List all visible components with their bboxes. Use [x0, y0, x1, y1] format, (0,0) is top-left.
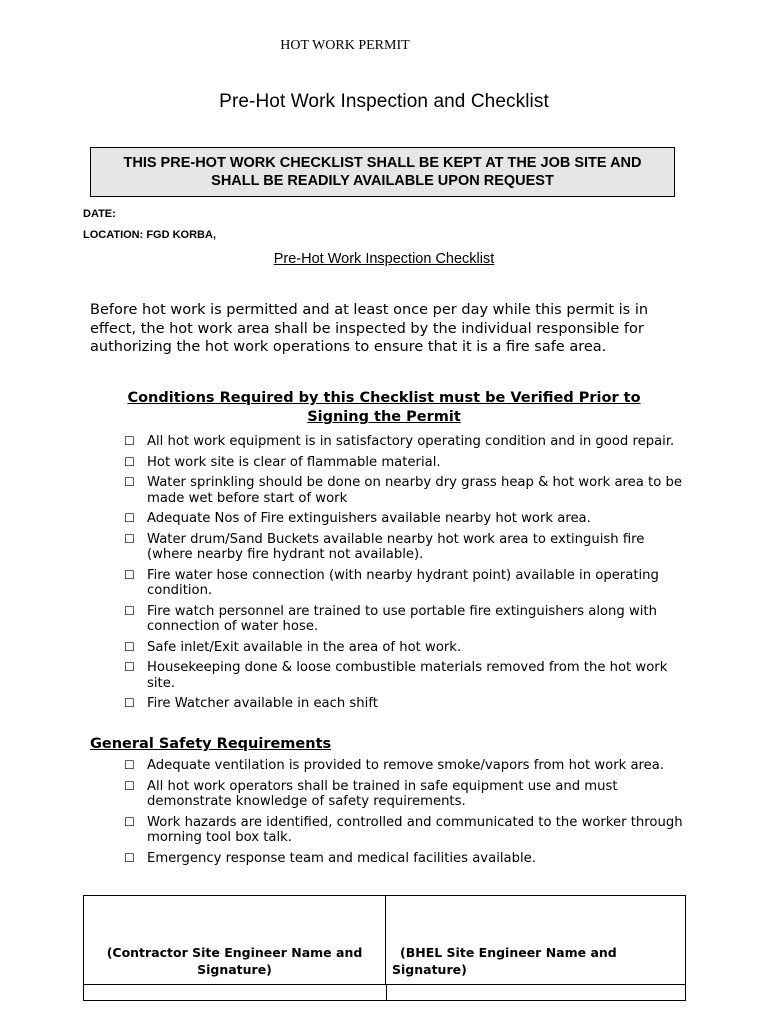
list-item-text: Fire watch personnel are trained to use portable fire extinguishers along with connection of water hose.: [147, 603, 657, 634]
conditions-heading: Conditions Required by this Checklist must be Verified Prior to Signing the Permit: [127, 390, 641, 425]
checkbox-icon[interactable]: ☐: [124, 475, 135, 489]
list-item: [124, 455, 684, 471]
list-item-text: Safe inlet/Exit available in the area of hot work.: [147, 639, 462, 655]
list-item-text: Work hazards are identified, controlled and communicated to the worker through morning tool box talk.: [147, 814, 683, 845]
date-label: DATE:: [83, 208, 116, 220]
bhel-signature-label: (BHEL Site Engineer Name and Signature): [392, 945, 617, 977]
bhel-signature-cell[interactable]: [386, 896, 685, 984]
list-item-text: Hot work site is clear of flammable material.: [147, 454, 441, 470]
list-item-text: Water drum/Sand Buckets available nearby hot work area to extinguish fire (where nearby fire hydrant not available).: [147, 531, 645, 562]
table-divider: [386, 985, 387, 1001]
list-item-text: Emergency response team and medical facilities available.: [147, 850, 536, 866]
checkbox-icon[interactable]: ☐: [124, 531, 135, 546]
checkbox-icon[interactable]: ☐: [124, 511, 135, 525]
checkbox-icon[interactable]: ☐: [124, 696, 135, 710]
checkbox-icon[interactable]: ☐: [124, 603, 135, 618]
list-item: [124, 779, 684, 810]
checkbox-icon[interactable]: ☐: [124, 814, 135, 829]
list-item: [124, 640, 684, 656]
checkbox-icon[interactable]: ☐: [124, 660, 135, 674]
checklist-subtitle: Pre-Hot Work Inspection Checklist: [273, 251, 495, 267]
list-item: [124, 660, 684, 691]
list-item: [124, 851, 684, 867]
conditions-checklist: [124, 434, 684, 717]
list-item: [124, 475, 684, 506]
list-item: [124, 532, 684, 563]
checkbox-icon[interactable]: ☐: [124, 758, 135, 772]
list-item-text: All hot work equipment is in satisfactory operating condition and in good repair.: [147, 434, 675, 449]
intro-paragraph: Before hot work is permitted and at least once per day while this permit is in effect, the hot work area shall be inspected by the individual responsible for authorizing the hot work operations to ensure that it is a fire safe area.: [90, 302, 649, 355]
page-title: Pre-Hot Work Inspection and Checklist: [219, 91, 549, 112]
notice-box: [90, 147, 675, 197]
location-label: LOCATION: FGD KORBA,: [83, 229, 217, 241]
list-item: [124, 815, 684, 846]
list-item: [124, 758, 684, 774]
list-item: [124, 568, 684, 599]
checkbox-icon[interactable]: ☐: [124, 454, 135, 469]
checkbox-icon[interactable]: ☐: [124, 567, 135, 582]
checkbox-icon[interactable]: ☐: [124, 850, 135, 865]
contractor-signature-label: (Contractor Site Engineer Name and Signature): [106, 945, 363, 977]
list-item-text: Fire Watcher available in each shift: [147, 696, 378, 711]
list-item-text: Water sprinkling should be done on nearby dry grass heap & hot work area to be made wet before start of work: [147, 475, 682, 506]
list-item-text: All hot work operators shall be trained in safe equipment use and must demonstrate knowledge of safety requirements.: [147, 778, 618, 809]
general-safety-checklist: [124, 758, 684, 871]
notice-text: THIS PRE-HOT WORK CHECKLIST SHALL BE KEPT AT THE JOB SITE AND SHALL BE READILY AVAILABLE UPON REQUEST: [123, 155, 642, 189]
checkbox-icon[interactable]: ☐: [124, 434, 135, 448]
list-item: [124, 434, 684, 450]
contractor-signature-cell[interactable]: [84, 896, 386, 984]
list-item-text: Housekeeping done & loose combustible materials removed from the hot work site.: [147, 660, 668, 691]
list-item: [124, 604, 684, 635]
list-item-text: Adequate Nos of Fire extinguishers available nearby hot work area.: [147, 511, 591, 526]
list-item-text: Fire water hose connection (with nearby hydrant point) available in operating condition.: [147, 567, 659, 598]
general-safety-heading: General Safety Requirements: [90, 736, 332, 752]
signature-table-bottom-row: [84, 984, 685, 1001]
list-item-text: Adequate ventilation is provided to remove smoke/vapors from hot work area.: [147, 758, 665, 773]
document-header: HOT WORK PERMIT: [280, 38, 410, 53]
list-item: [124, 696, 684, 712]
checkbox-icon[interactable]: ☐: [124, 639, 135, 654]
list-item: [124, 511, 684, 527]
signature-table: [83, 895, 686, 1001]
checkbox-icon[interactable]: ☐: [124, 778, 135, 793]
